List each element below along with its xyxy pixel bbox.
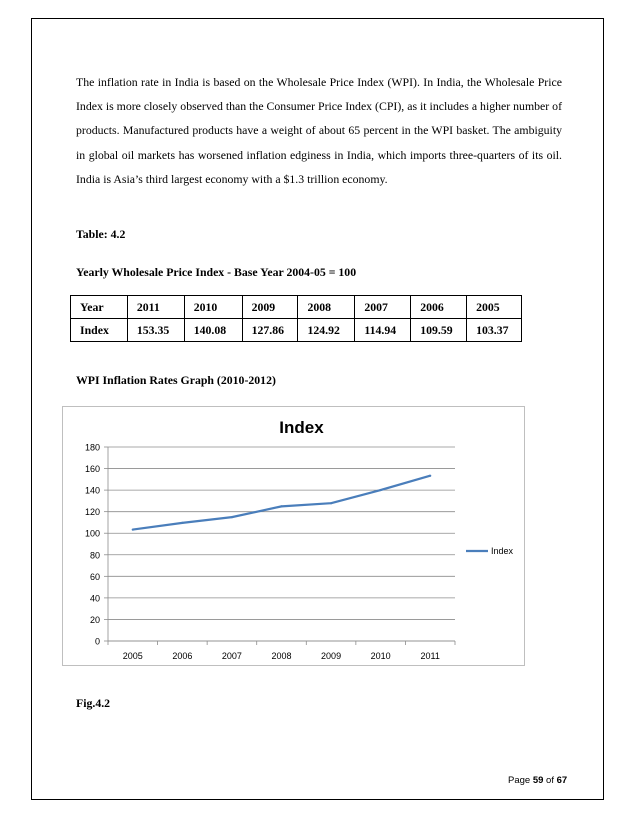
table-cell: 2005 (467, 296, 522, 319)
table-cell: 127.86 (242, 319, 298, 342)
table-title: Yearly Wholesale Price Index - Base Year 2004-05 = 100 (76, 265, 357, 279)
table-cell: 2009 (242, 296, 298, 319)
x-tick-label: 2006 (172, 651, 193, 661)
y-tick-label: 160 (84, 464, 100, 475)
x-tick-label: 2007 (221, 651, 242, 661)
table-cell: 2008 (298, 296, 355, 319)
y-tick-label: 0 (94, 636, 100, 647)
data-point (231, 516, 233, 518)
data-point (330, 502, 332, 504)
table-row-year (71, 296, 522, 319)
y-tick-label: 20 (89, 614, 100, 625)
figure-caption: Fig.4.2 (76, 696, 111, 710)
table-cell: 109.59 (411, 319, 467, 342)
table-cell: 114.94 (355, 319, 411, 342)
series-line-index (133, 476, 430, 530)
table-cell: 124.92 (298, 319, 355, 342)
x-tick-label: 2011 (420, 651, 440, 661)
table-cell: 2011 (127, 296, 184, 319)
y-tick-label: 100 (84, 528, 100, 539)
table-cell: Index (71, 319, 128, 342)
y-tick-label: 140 (84, 485, 100, 496)
footer-middle: of (543, 775, 557, 786)
y-tick-label: 80 (89, 550, 100, 561)
x-tick-label: 2009 (321, 651, 342, 661)
chart-title: Index (279, 418, 324, 437)
chart-svg (63, 407, 526, 667)
x-tick-label: 2005 (122, 651, 143, 661)
data-point (380, 489, 382, 491)
table-cell: 2006 (411, 296, 467, 319)
x-tick-label: 2010 (370, 651, 391, 661)
page-footer (508, 775, 567, 786)
table-cell: 2010 (184, 296, 242, 319)
table-label: Table: 4.2 (76, 227, 126, 241)
data-point (132, 528, 134, 530)
data-point (181, 522, 183, 524)
table-row-index (71, 319, 522, 342)
footer-prefix: Page (508, 775, 533, 786)
graph-title: WPI Inflation Rates Graph (2010-2012) (76, 373, 276, 387)
legend-label: Index (491, 546, 514, 556)
wpi-table (70, 295, 522, 342)
y-tick-label: 60 (89, 571, 100, 582)
y-tick-label: 120 (84, 507, 100, 518)
table-cell: 153.35 (127, 319, 184, 342)
y-tick-label: 40 (89, 593, 100, 604)
table-cell: Year (71, 296, 128, 319)
footer-total-pages: 67 (556, 775, 568, 786)
table-cell: 140.08 (184, 319, 242, 342)
wpi-line-chart (62, 406, 525, 666)
body-paragraph: The inflation rate in India is based on the Wholesale Price Index (WPI). In India, the Wholesale Price Index is more closely observed than the Consumer Price Index (CPI), as it includes a higher number of products. Manufactured products have a weight of about 65 percent in the WPI basket. The ambiguity in global oil markets has worsened inflation edginess in India, which imports three-quarters of its oil. India is Asia’s third largest economy with a $1.3 trillion economy. (76, 75, 562, 186)
x-tick-label: 2008 (271, 651, 292, 661)
table-cell: 103.37 (467, 319, 522, 342)
data-point (280, 505, 282, 507)
footer-current-page: 59 (532, 775, 544, 786)
y-tick-label: 180 (84, 442, 100, 453)
data-point (429, 475, 431, 477)
table-cell: 2007 (355, 296, 411, 319)
